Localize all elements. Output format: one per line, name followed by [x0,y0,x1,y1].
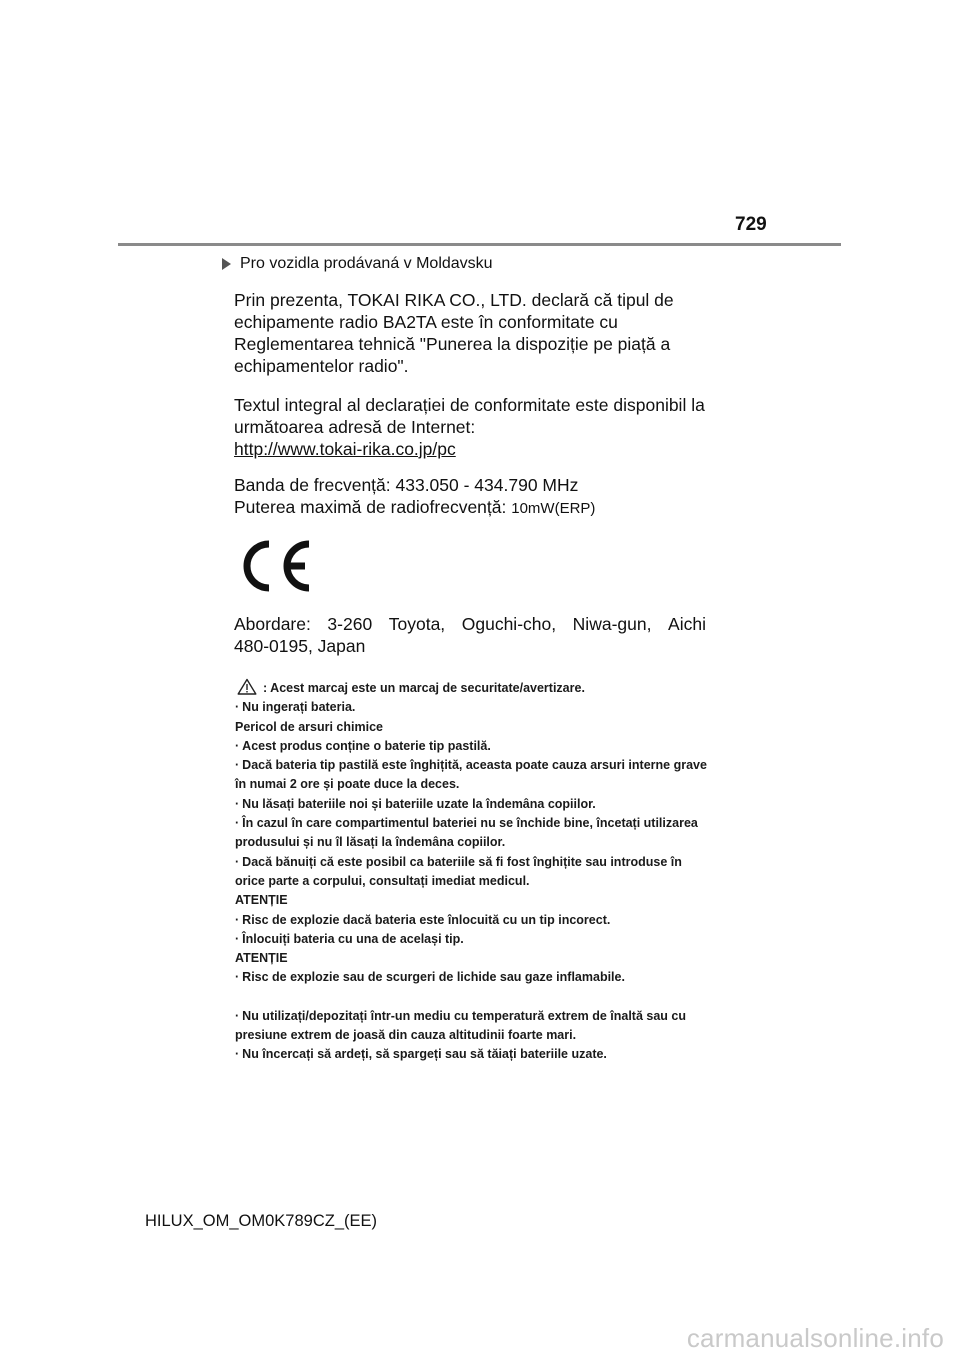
declaration-text: Prin prezenta, TOKAI RIKA CO., LTD. declară că tipul de echipamente radio BA2TA este în conformitate cu Reglementarea tehnică "Punerea la dispoziție pe piață a echipamentelor radio". [234,290,674,376]
warning-bullet: · Nu utilizați/depozitați într-un mediu cu temperatură extrem de înaltă sau cu presiune extrem de joasă din cauza altitudinii foarte mari. [235,1007,715,1046]
section-heading [222,255,493,273]
address-word: Niwa-gun, [572,614,652,634]
warning-bullet: · Nu lăsați bateriile noi și bateriile uzate la îndemâna copiilor. [235,795,715,814]
warning-bullet: · Acest produs conține o baterie tip pastilă. [235,737,715,756]
declaration-paragraph-1 [234,289,719,377]
warning-bullet: · În cazul în care compartimentul bateriei nu se închide bine, încetați utilizarea produsului și nu îl lăsați la îndemâna copiilor. [235,814,715,853]
site-watermark: carmanualsonline.info [686,1323,944,1353]
warning-triangle-icon [237,678,257,695]
warning-spacer [235,988,715,1007]
warning-mark-caption: : Acest marcaj este un marcaj de securitate/avertizare. [263,681,585,695]
address-word: Abordare: [234,614,311,634]
warning-heading: ATENȚIE [235,951,288,966]
warning-bullet: · Risc de explozie dacă bateria este înlocuită cu un tip incorect. [235,911,715,930]
warning-heading: ATENȚIE [235,893,288,908]
warnings-block [235,678,715,1065]
warning-bullet: · Înlocuiți bateria cu una de același tip. [235,930,715,949]
declaration-url-link[interactable]: http://www.tokai-rika.co.jp/pc [234,439,456,459]
declaration-paragraph-2 [234,394,719,460]
header-rule [118,243,841,246]
address-word: Toyota, [388,614,446,634]
triangle-bullet-icon [222,258,231,270]
warning-items [235,698,715,1064]
warning-heading: Pericol de arsuri chimice [235,719,383,734]
frequency-band-text: Banda de frecvență: 433.050 - 434.790 MHz [234,475,579,495]
ce-mark-icon [236,538,316,594]
warning-mark-row [235,678,715,698]
declaration-availability-text: Textul integral al declarației de conformitate este disponibil la următoarea adresă de Internet: [234,395,705,437]
address-word: Aichi [668,614,706,634]
section-heading-text: Pro vozidla prodávaná v Moldavsku [240,255,493,272]
address-line-1 [234,613,706,635]
address-line-2: 480-0195, Japan [234,636,366,656]
document-code-footer: HILUX_OM_OM0K789CZ_(EE) [145,1212,377,1230]
page-number: 729 [735,214,767,235]
max-power-label: Puterea maximă de radiofrecvență: [234,497,512,517]
address-block [234,613,706,657]
address-word: 3-260 [327,614,373,634]
warning-bullet: · Dacă bateria tip pastilă este înghițită, aceasta poate cauza arsuri interne grave în numai 2 ore și poate duce la deces. [235,756,715,795]
warning-bullet: · Nu încercați să ardeți, să spargeți sau să tăiați bateriile uzate. [235,1045,715,1064]
max-power-value: 10mW(ERP) [511,500,596,517]
radio-specs [234,474,719,520]
address-word: Oguchi-cho, [461,614,557,634]
warning-bullet: · Nu ingerați bateria. [235,698,715,717]
max-power-line [234,496,719,520]
warning-bullet: · Dacă bănuiți că este posibil ca bateriile să fi fost înghițite sau introduse în orice parte a corpului, consultați imediat medicul. [235,853,715,892]
warning-bullet: · Risc de explozie sau de scurgeri de lichide sau gaze inflamabile. [235,968,715,987]
